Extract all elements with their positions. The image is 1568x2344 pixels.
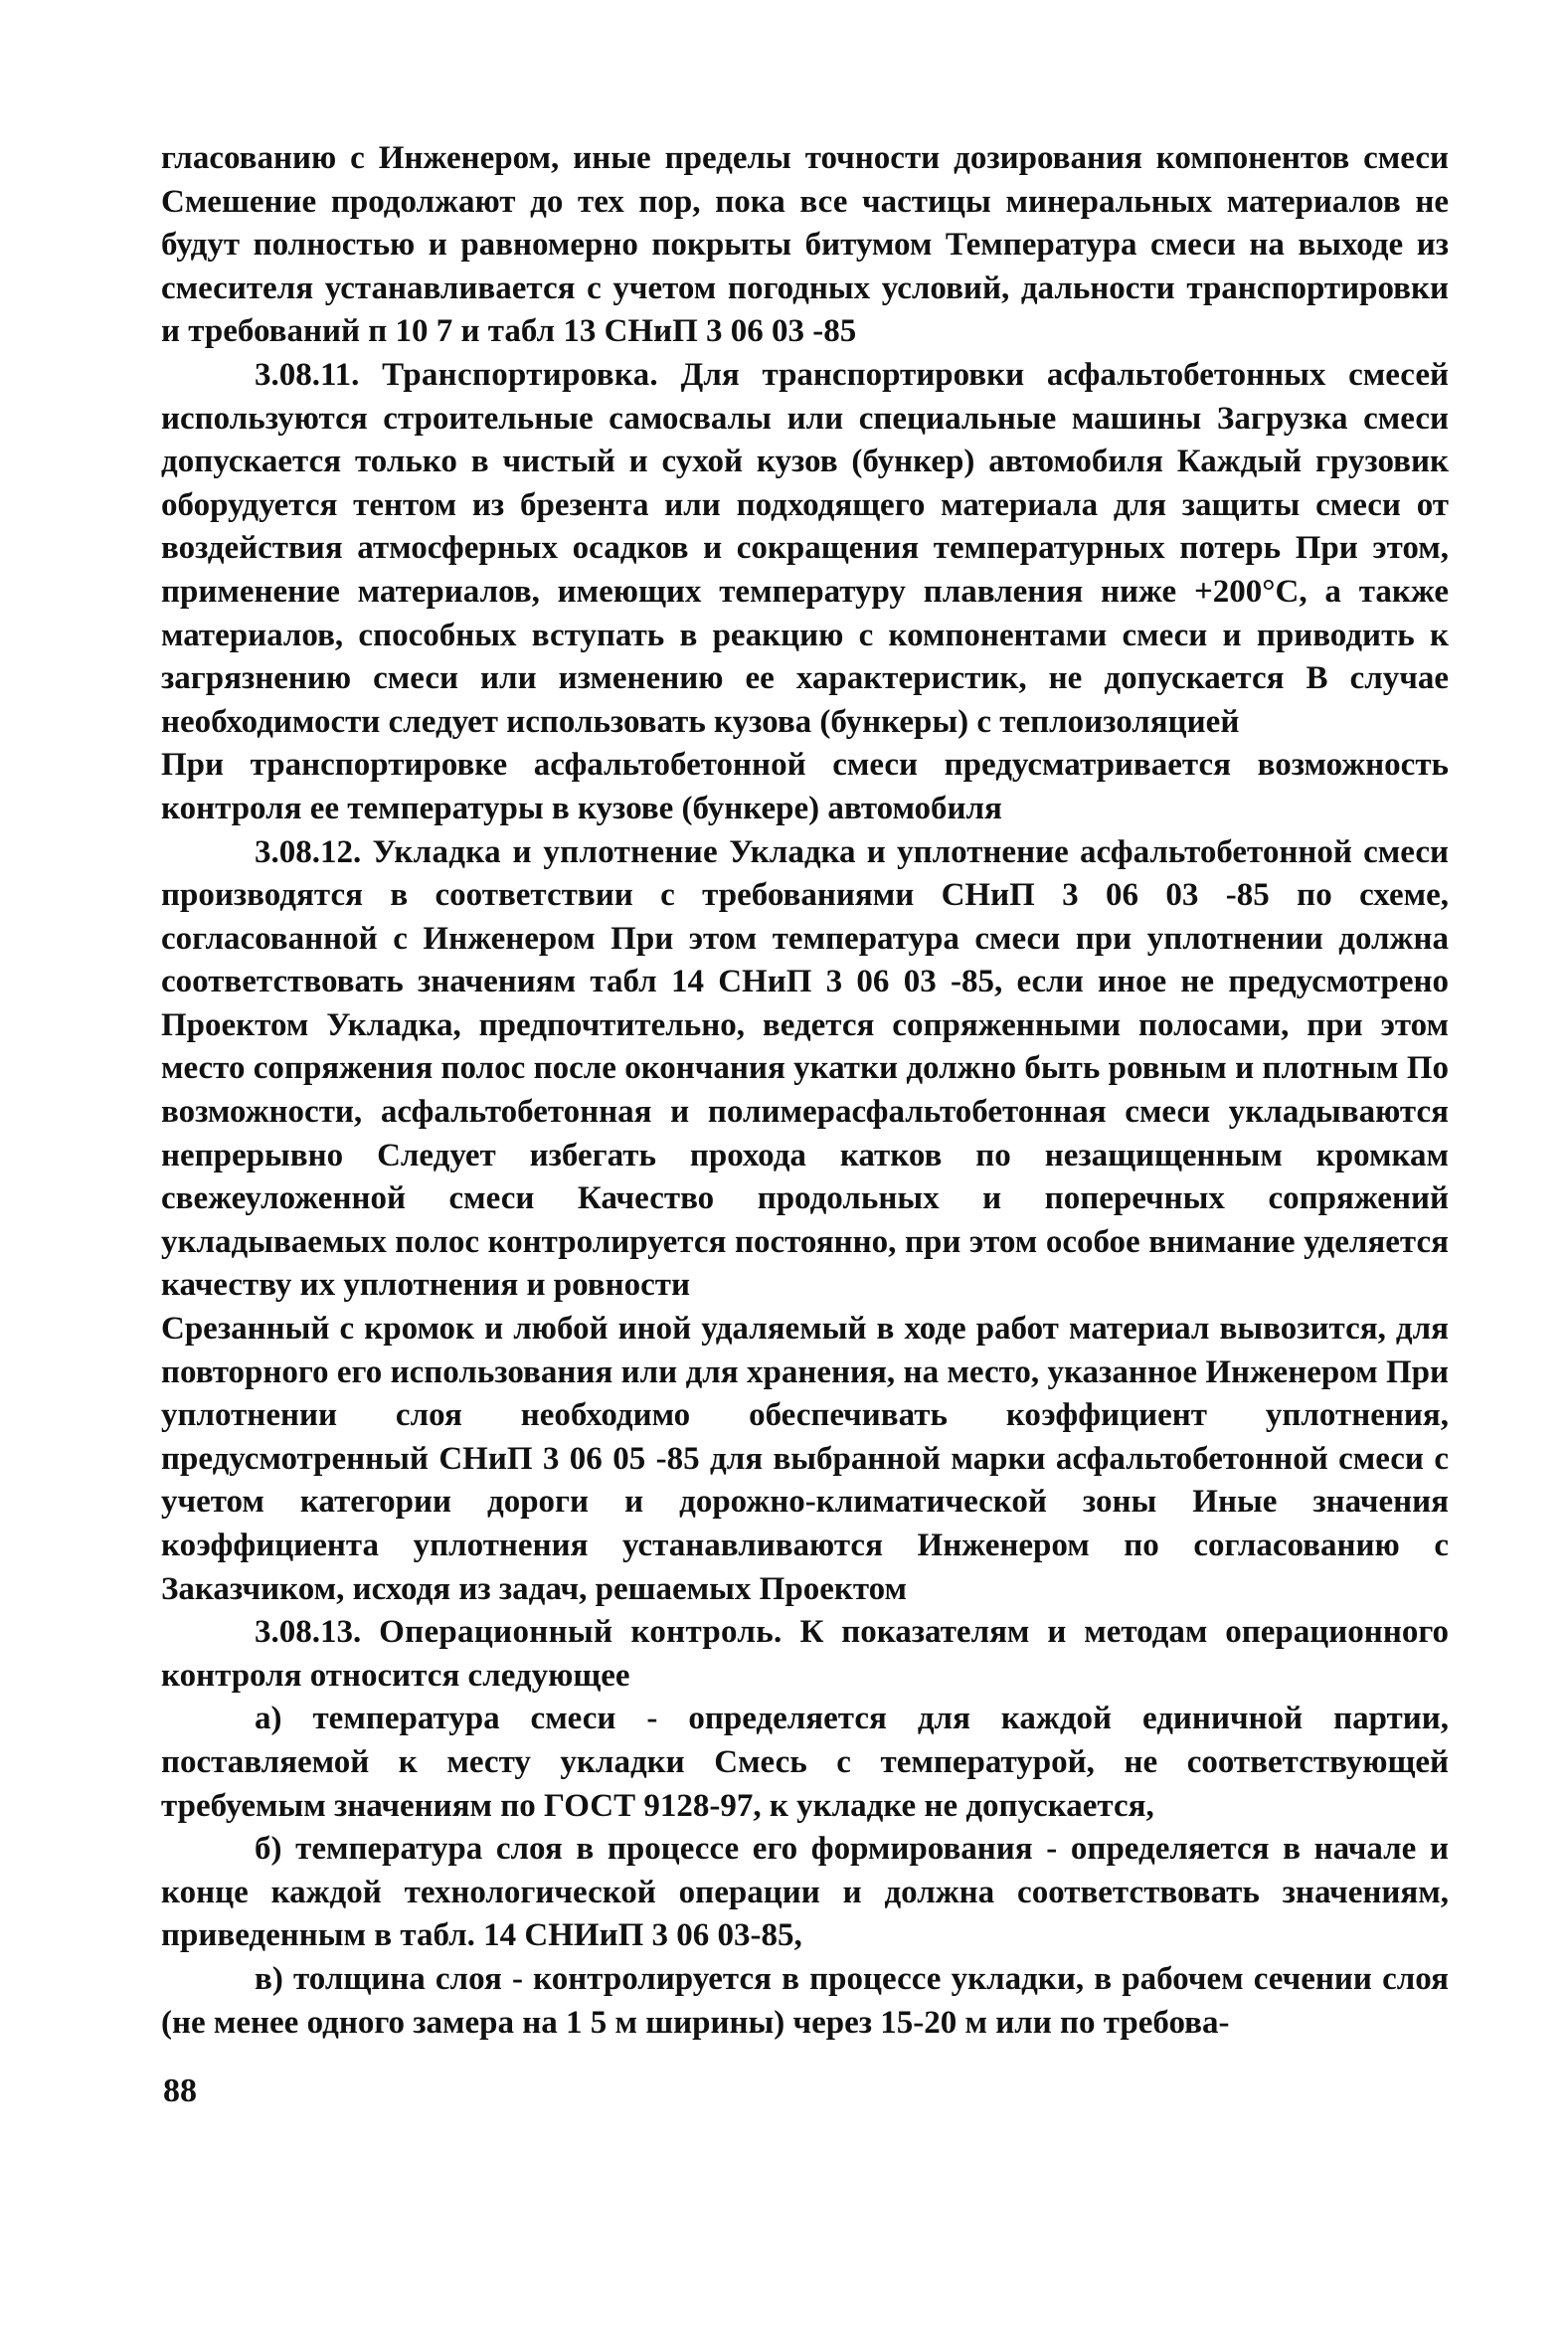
section-body: Укладка и уплотнение асфальтобетонной смеси производятся в соответствии с требованиями СНиП 3 06 03 -85 по схеме, согласованной с Инженером При этом температура смеси при уплотнении должна соответствовать значениям табл 14 СНиП 3 06 03 -85, если иное не предусмотрено Проектом Укладка, предпочтительно, ведется сопряженными полосами, при этом место сопряжения полос после окончания укатки должно быть ровным и плотным По возможности, асфальтобетонная и полимерасфальтобетонная смеси укладываются непрерывно Следует избегать прохода катков по незащищенным кромкам свежеуложенной смеси Качество продольных и поперечных сопряжений укладываемых полос контролируется постоянно, при этом особое внимание уделяется качеству их уплотнения и ровности xyxy=(161,833,1449,1304)
paragraph-temperature-control: При транспортировке асфальтобетонной смеси предусматривается возможность контроля ее температуры в кузове (бункере) автомобиля xyxy=(161,747,1449,826)
list-item-a: а) температура смеси - определяется для каждой единичной партии, поставляемой к месту укладки Смесь с температурой, не соответствующей требуемым значениям по ГОСТ 9128-97, к укладке не допускается, xyxy=(161,1701,1449,1824)
section-title: Операционный контроль. xyxy=(379,1614,783,1651)
section-number: 3.08.13. xyxy=(255,1614,362,1651)
list-item-c: в) толщина слоя - контролируется в процессе укладки, в рабочем сечении слоя (не менее одного замера на 1 5 м ширины) через 15-20 м или по требова- xyxy=(161,1960,1449,2041)
section-number: 3.08.11. xyxy=(255,356,360,393)
section-body: Для транспортировки асфальтобетонных смесей используются строительные самосвалы или специальные машины Загрузка смеси допускается только в чистый и сухой кузов (бункер) автомобиля Каждый грузовик оборудуется тентом из брезента или подходящего материала для защиты смеси от воздействия атмосферных осадков и сокращения температурных потерь При этом, применение материалов, имеющих температуру плавления ниже +200°С, а также материалов, способных вступать в реакцию с компонентами смеси и приводить к загрязнению смеси или изменению ее характеристик, не допускается В случае необходимости следует использовать кузова (бункеры) с теплоизоляцией xyxy=(161,356,1449,740)
section-body: К показателям и методам операционного контроля относится следующее xyxy=(161,1614,1449,1694)
section-3-08-13 xyxy=(161,1611,1449,1698)
page-number: 88 xyxy=(163,2073,197,2109)
section-3-08-12 xyxy=(161,831,1449,1309)
section-title: Укладка и уплотнение xyxy=(372,833,718,870)
list-item-b: б) температура слоя в процессе его формирования - определяется в начале и конце каждой технологической операции и должна соответствовать значениям, приведенным в табл. 14 СНИиП 3 06 03-85, xyxy=(161,1831,1449,1954)
section-3-08-11 xyxy=(161,354,1449,744)
section-title: Транспортировка. xyxy=(382,356,658,393)
document-page xyxy=(161,137,1449,2045)
section-number: 3.08.12. xyxy=(255,833,362,870)
paragraph-trimmed-material: Срезанный с кромок и любой иной удаляемый в ходе работ материал вывозится, для повторного его использования или для хранения, на место, указанное Инженером При уплотнении слоя необходимо обеспечивать коэффициент уплотнения, предусмотренный СНиП 3 06 05 -85 для выбранной марки асфальтобетонной смеси с учетом категории дороги и дорожно-климатической зоны Иные значения коэффициента уплотнения устанавливаются Инженером по согласованию с Заказчиком, исходя из задач, решаемых Проектом xyxy=(161,1311,1449,1607)
paragraph-intro: гласованию с Инженером, иные пределы точности дозирования компонентов смеси Смешение продолжают до тех пор, пока все частицы минеральных материалов не будут полностью и равномерно покрыты битумом Температура смеси на выходе из смесителя устанавливается с учетом погодных условий, дальности транспортировки и требований п 10 7 и табл 13 СНиП 3 06 03 -85 xyxy=(161,140,1449,350)
